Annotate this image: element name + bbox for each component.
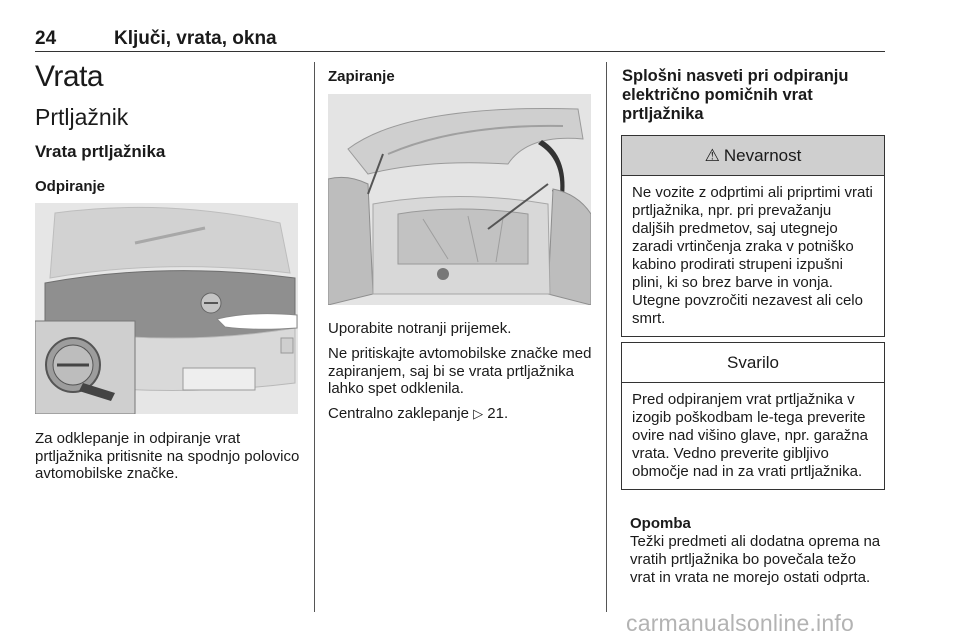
column-divider-1 <box>314 62 315 612</box>
section-title: Prtljažnik <box>35 104 129 130</box>
page-header <box>35 28 885 52</box>
warning-header <box>622 136 884 176</box>
opening-instructions: Za odklepanje in odpiranje vrat prtljažnika pritisnite na spodnjo polovico avtomobilske značke. <box>35 430 300 482</box>
topic-heading-closing: Zapiranje <box>328 68 395 85</box>
caution-text: Pred odpiranjem vrat prtljažnika v izogib poškodbam le-tega preverite ovire nad višino glave, npr. garažna vrata. Vedno preverite gibljivo območje nad in za vrati prtljažnika. <box>632 391 868 480</box>
tailgate-closing-illustration <box>328 94 591 305</box>
note-text: Težki predmeti ali dodatna oprema na vratih prtljažnika bo povečala težo vrat in vrata ne morejo ostati odprta. <box>630 533 881 586</box>
tailgate-opening-illustration <box>35 203 298 414</box>
central-locking-text: Centralno zaklepanje <box>328 405 474 422</box>
power-tailgate-heading: Splošni nasveti pri odpiranju električno pomičnih vrat prtljažnika <box>622 67 849 123</box>
warning-box <box>621 135 885 337</box>
topic-heading-opening: Odpiranje <box>35 178 106 195</box>
caution-box <box>621 342 885 490</box>
page-reference-icon: ▷ <box>473 406 484 421</box>
caution-title: Svarilo <box>727 352 779 372</box>
warning-text: Ne vozite z odprtimi ali priprtimi vrati prtljažnika, npr. pri prevažanju daljših predmetov, saj utegnejo zaradi vrtinčenja zraka v potniško kabino prodirati strupeni izpušni plini, ki so brez barve in vonja. Utegne povzročiti nezavest ali celo smrt. <box>632 184 873 327</box>
subsection-title: Vrata prtljažnika <box>35 142 166 161</box>
closing-instruction-2: Ne pritiskajte avtomobilske značke med zapiranjem, saj bi se vrata prtljažnika lahko spet odklenila. <box>328 345 592 397</box>
chapter-title: Vrata <box>35 60 104 93</box>
tailgate-opening-drawing <box>35 203 298 414</box>
column-divider-2 <box>606 62 607 612</box>
running-title: Ključi, vrata, okna <box>114 28 277 49</box>
warning-triangle-icon: ⚠ <box>704 145 720 165</box>
central-locking-page-link[interactable]: 21. <box>487 405 509 422</box>
caution-header <box>622 343 884 383</box>
note-title: Opomba <box>630 515 691 532</box>
header-rule <box>35 51 885 52</box>
watermark: carmanualsonline.info <box>626 610 854 636</box>
note-block <box>630 515 885 587</box>
tailgate-closing-drawing <box>328 94 591 305</box>
page-number: 24 <box>35 28 57 49</box>
central-locking-reference <box>328 405 593 423</box>
closing-instruction-1: Uporabite notranji prijemek. <box>328 320 512 337</box>
warning-title: Nevarnost <box>723 145 802 165</box>
